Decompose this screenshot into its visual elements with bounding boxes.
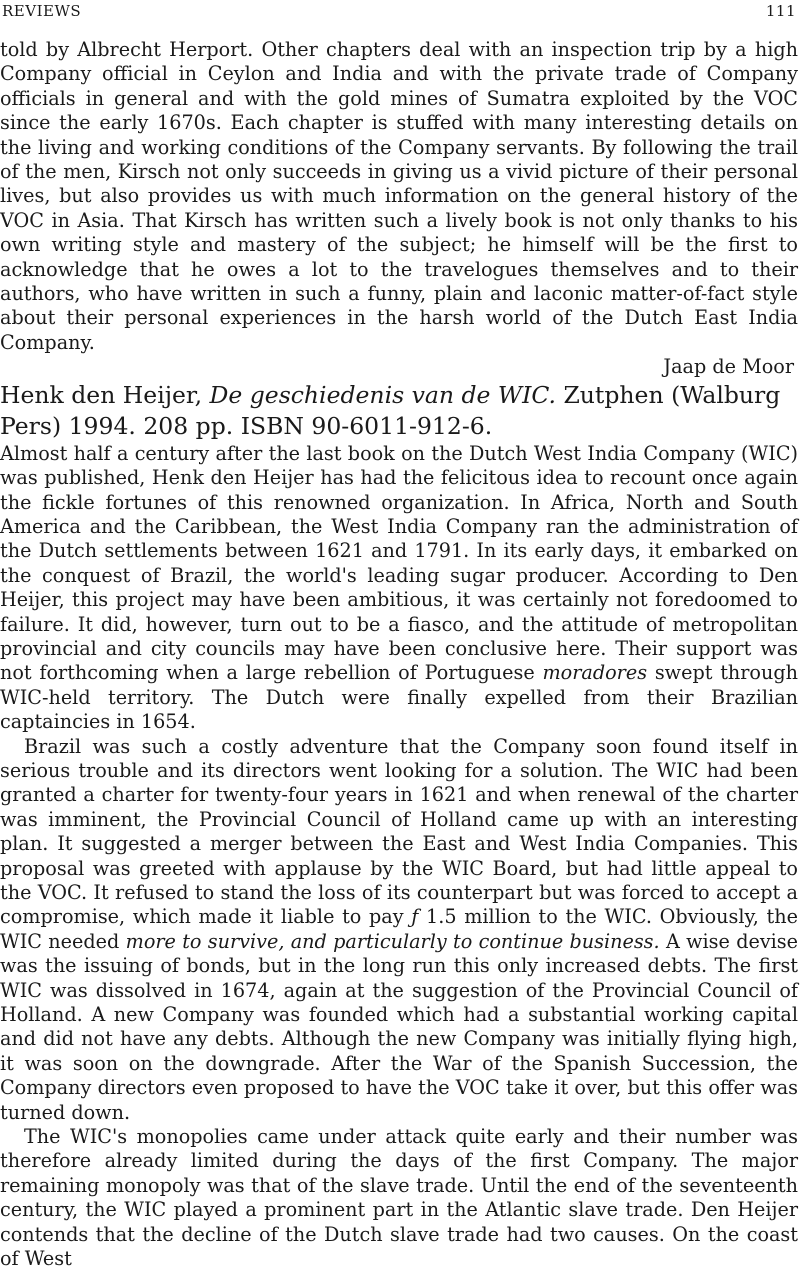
publication-details: Zutphen (Walburg Pers) 1994. 208 pp. ISBN 90-6011-912-6. [0,380,781,440]
review-paragraph-2: Brazil was such a costly adventure that the Company soon found itself in serious trouble and its directors went looking for a solution. The WIC had been granted a charter for twenty-four years in 1621 and when renewal of the charter was imminent, the Provincial Council of Holland came up with an interesting plan. It suggested a merger between the East and West India Companies. This proposal was greeted with applause by the WIC Board, but had little appeal to the VOC. It refused to stand the loss of its counterpart but was forced to accept a compromise, which made it liable to pay ƒ 1.5 million to the WIC. Obviously, the WIC needed more to survive, and particularly to continue business. A wise devise was the issuing of bonds, but in the long run this only increased debts. The first WIC was dissolved in 1674, again at the suggestion of the Provincial Council of Holland. A new Company was founded which had a substantial working capital and did not have any debts. Although the new Company was initially flying high, it was soon on the downgrade. After the War of the Spanish Succession, the Company directors even proposed to have the VOC take it over, but this offer was turned down. [0,734,799,1124]
reviewer-signature: Jaap de Moor [663,355,794,379]
section-title: REVIEWS [2,2,82,20]
page-body [0,38,798,1272]
page-number: 111 [765,2,796,20]
review-paragraph-1: Almost half a century after the last book on the Dutch West India Company (WIC) was published, Henk den Heijer has had the felicitous idea to recount once again the fickle fortunes of this renowned organization. In Africa, North and South America and the Caribbean, the West India Company ran the administration of the Dutch settlements between 1621 and 1791. In its early days, it embarked on the conquest of Brazil, the world's leading sugar producer. According to Den Heijer, this project may have been ambitious, it was certainly not foredoomed to failure. It did, however, turn out to be a fiasco, and the attitude of metropolitan provincial and city councils may have been conclusive here. Their support was not forthcoming when a large rebellion of Portuguese moradores swept through WIC-held territory. The Dutch were finally expelled from their Brazilian captaincies in 1654. [0,441,798,734]
italic-term: moradores [542,661,648,685]
review-paragraph-3: The WIC's monopolies came under attack quite early and their number was therefore already limited during the days of the first Company. The major remaining monopoly was that of the slave trade. Until the end of the seventeenth century, the WIC played a prominent part in the Atlantic slave trade. Den Heijer contends that the decline of the Dutch slave trade had two causes. On the coast of West [0,1125,798,1271]
florin-sign: ƒ [411,905,419,929]
book-title: De geschiedenis van de WIC. [209,380,556,409]
previous-review-paragraph: told by Albrecht Herport. Other chapters deal with an inspection trip by a high Company official in Ceylon and India and with the private trade of Company officials in general and with the gold mines of Sumatra exploited by the VOC since the early 1670s. Each chapter is stuffed with many interesting details on the living and working conditions of the Company servants. By following the trail of the men, Kirsch not only succeeds in giving us a vivid picture of their personal lives, but also provides us with much information on the general history of the VOC in Asia. That Kirsch has written such a lively book is not only thanks to his own writing style and mastery of the subject; he himself will be the first to acknowledge that he owes a lot to the travelogues themselves and to their authors, who have written in such a funny, plain and laconic matter-of-fact style about their personal experiences in the harsh world of the Dutch East India Company. [0,38,798,354]
italic-phrase: more to survive, and particularly to continue business. [125,929,660,953]
running-head [0,0,800,22]
review-heading [0,380,798,442]
book-author: Henk den Heijer, [0,380,203,409]
